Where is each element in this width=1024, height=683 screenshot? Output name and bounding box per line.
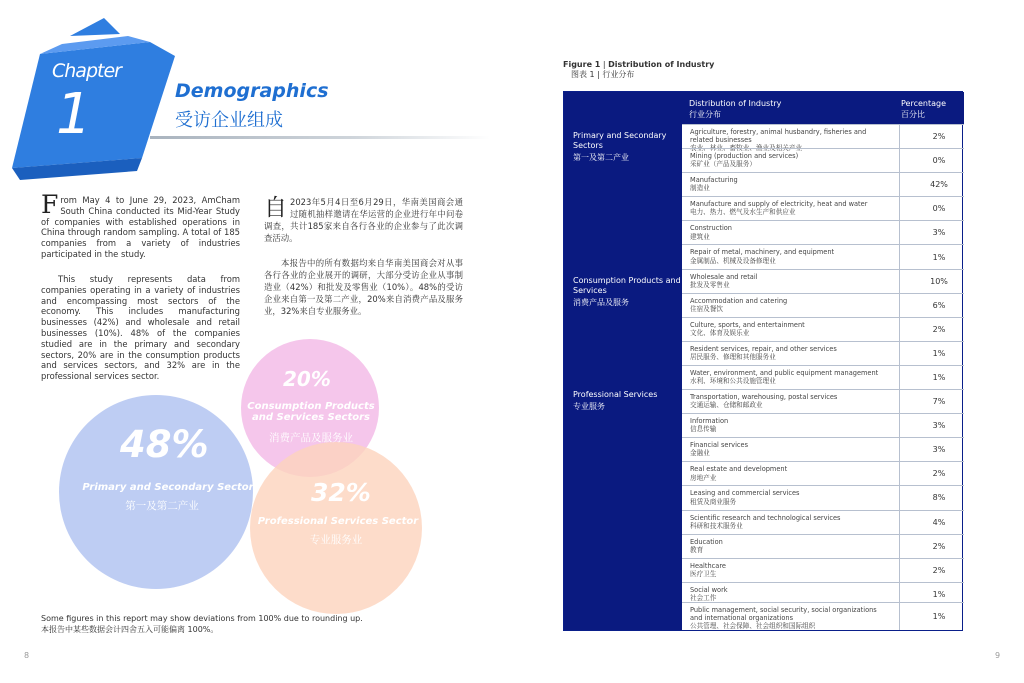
- intro-paragraph-cn-1: [264, 196, 463, 244]
- row-industry-label: [690, 514, 880, 530]
- figure-label: Figure 1: [563, 60, 601, 69]
- row-industry-en: Real estate and development: [690, 465, 788, 474]
- row-industry-label: [690, 369, 880, 385]
- row-percentage: 3%: [932, 445, 946, 455]
- table-row: [682, 510, 964, 534]
- page-number-left: 8: [24, 651, 30, 660]
- row-industry-cn: 水利、环境和公共设施管理业: [690, 377, 776, 386]
- row-industry-cn: 交通运输、仓储和邮政业: [690, 401, 763, 410]
- row-industry-cn: 租赁及商业服务: [690, 497, 737, 506]
- row-percentage: 2%: [932, 324, 946, 334]
- row-industry-en: Resident services, repair, and other services: [690, 344, 837, 353]
- row-industry-label: [690, 200, 880, 216]
- row-percentage: 42%: [930, 180, 948, 190]
- row-industry-label: [690, 321, 880, 337]
- row-percentage: 0%: [932, 156, 946, 166]
- table-row: [682, 413, 964, 437]
- row-industry-en: Education: [690, 537, 723, 546]
- intro-text-en-1: rom May 4 to June 29, 2023, AmCham South China conducted its Mid-Year Study of companies with established operations in China through random sampling. A total of 185 companies from a variety of industries participated in the study.: [41, 195, 240, 259]
- row-industry-en: Financial services: [690, 441, 749, 450]
- row-percentage: 0%: [932, 204, 946, 214]
- row-industry-label: [690, 176, 880, 192]
- table-row: [682, 124, 964, 153]
- venn-label-primary-cn: 第一及第二产业: [125, 500, 199, 512]
- page-number-right: 9: [995, 651, 1001, 660]
- row-industry-cn: 科研和技术服务业: [690, 521, 743, 530]
- table-row: [682, 269, 964, 293]
- sector-label-primary: [573, 131, 678, 163]
- row-percentage: 1%: [932, 611, 946, 621]
- row-industry-cn: 金属制品、机械及设备修理业: [690, 256, 776, 265]
- industry-distribution-table: [563, 91, 963, 631]
- section-title: Demographics: [175, 80, 329, 102]
- row-percentage: 6%: [932, 300, 946, 310]
- sector-label-professional: [573, 390, 681, 412]
- sector-label-consumption: [573, 276, 681, 308]
- table-row: [682, 558, 964, 582]
- sector-label-professional-cn: 专业服务: [573, 402, 605, 411]
- table-row: [682, 437, 964, 461]
- row-percentage: 4%: [932, 517, 946, 527]
- chapter-badge: [0, 0, 190, 190]
- chapter-number: 1: [56, 82, 89, 147]
- row-industry-en: Leasing and commercial services: [690, 489, 800, 498]
- row-industry-en: Construction: [690, 224, 732, 233]
- header-distribution: [689, 98, 781, 120]
- row-percentage: 2%: [932, 541, 946, 551]
- row-industry-cn: 金融业: [690, 449, 710, 458]
- row-percentage: 2%: [932, 469, 946, 479]
- row-industry-cn: 医疗卫生: [690, 569, 717, 578]
- table-row: [682, 317, 964, 341]
- table-row: [682, 148, 964, 172]
- sector-label-primary-en: Primary and Secondary Sectors: [573, 131, 667, 150]
- sector-label-consumption-cn: 消费产品及服务: [573, 298, 629, 307]
- table-row: [682, 461, 964, 485]
- venn-pct-primary: 48%: [120, 423, 209, 466]
- row-industry-label: [690, 465, 880, 481]
- sector-venn-diagram: [0, 330, 500, 620]
- row-industry-cn: 教育: [690, 545, 704, 554]
- sector-label-primary-cn: 第一及第二产业: [573, 153, 629, 162]
- venn-label-professional-cn: 专业服务业: [309, 534, 363, 546]
- row-industry-cn: 建筑业: [690, 232, 710, 241]
- row-industry-cn: 社会工作: [690, 594, 717, 602]
- table-row: [682, 293, 964, 317]
- row-industry-cn: 信息传输: [690, 425, 717, 434]
- figure-caption: Figure 1 | Distribution of Industry 图表 1 | 行业分布: [563, 60, 715, 79]
- row-percentage: 2%: [932, 565, 946, 575]
- row-industry-en: Information: [690, 417, 729, 426]
- table-row: [682, 365, 964, 389]
- venn-pct-consumption: 20%: [283, 367, 331, 391]
- row-percentage: 8%: [932, 493, 946, 503]
- row-industry-en: Healthcare: [690, 561, 726, 570]
- row-industry-label: [690, 586, 880, 602]
- header-distribution-cn: 行业分布: [689, 110, 721, 119]
- row-percentage: 1%: [932, 589, 946, 599]
- row-industry-label: [690, 273, 880, 289]
- row-industry-en: Water, environment, and public equipment management: [690, 368, 879, 377]
- sector-label-professional-en: Professional Services: [573, 390, 658, 399]
- row-industry-label: [690, 489, 880, 505]
- row-industry-en: Social work: [690, 585, 728, 594]
- row-industry-cn: 文化、体育及娱乐业: [690, 328, 750, 337]
- row-industry-label: [690, 297, 880, 313]
- row-percentage: 2%: [932, 132, 946, 142]
- row-industry-label: [690, 224, 880, 240]
- row-industry-en: Manufacture and supply of electricity, heat and water: [690, 200, 868, 209]
- table-row: [682, 196, 964, 220]
- row-industry-cn: 批发及零售业: [690, 280, 730, 289]
- figure-label-cn: 图表 1: [571, 70, 595, 79]
- row-industry-en: Manufacturing: [690, 176, 738, 185]
- table-row: [682, 389, 964, 413]
- venn-label-consumption-cn: 消费产品及服务业: [269, 432, 353, 444]
- table-row: [682, 220, 964, 244]
- row-industry-label: [690, 441, 880, 457]
- sector-label-consumption-en: Consumption Products and Services: [573, 276, 681, 295]
- footnote-cn: 本报告中某些数据会计四舍五入可能偏离 100%。: [41, 624, 219, 634]
- row-percentage: 1%: [932, 252, 946, 262]
- table-row: [682, 485, 964, 509]
- venn-pct-professional: 32%: [311, 478, 371, 507]
- row-industry-cn: 电力、热力、燃气及水生产和供应业: [690, 208, 796, 217]
- section-title-cn: 受访企业组成: [175, 110, 283, 131]
- table-row: [682, 172, 964, 196]
- intro-paragraph-en-2: This study represents data from companies operating in a variety of industries and encompassing most sectors of the economy. This includes manufacturing businesses (42%) and wholesale and retail businesses (10%). 48% of the companies studied are in the primary and secondary sectors, 20% are in the consumption products and services sectors, and 32% are in the professional services sector.: [41, 274, 240, 382]
- row-industry-en: Scientific research and technological services: [690, 513, 841, 522]
- intro-paragraph-en-1: [41, 190, 240, 260]
- row-percentage: 1%: [932, 348, 946, 358]
- figure-title-cn: 行业分布: [602, 70, 635, 79]
- title-divider: [150, 136, 490, 139]
- venn-circle-professional: [250, 442, 422, 614]
- row-industry-en: Accommodation and catering: [690, 296, 788, 305]
- row-industry-cn: 采矿业（产品及服务）: [690, 160, 756, 169]
- row-industry-cn: 制造业: [690, 184, 710, 193]
- footnote-en: Some figures in this report may show deviations from 100% due to rounding up.: [41, 614, 363, 623]
- venn-label-consumption-en: Consumption Products and Services Sectors: [247, 401, 375, 423]
- header-percentage: [901, 98, 946, 120]
- row-industry-en: Wholesale and retail: [690, 272, 758, 281]
- row-industry-en: Mining (production and services): [690, 152, 799, 161]
- row-industry-label: [690, 345, 880, 361]
- header-distribution-en: Distribution of Industry: [689, 99, 782, 108]
- row-industry-label: [690, 152, 880, 168]
- footnote: [41, 614, 363, 635]
- dropcap-en: F: [41, 190, 59, 219]
- venn-label-primary-en: Primary and Secondary Sector: [82, 482, 254, 493]
- header-percentage-cn: 百分比: [901, 110, 925, 119]
- header-percentage-en: Percentage: [901, 99, 947, 108]
- row-percentage: 10%: [930, 276, 948, 286]
- intro-paragraph-cn-2: 本报告中的所有数据均来自华南美国商会对从事各行各业的企业展开的调研，大部分受访企业从事制造业（42%）和批发及零售业（10%）。48%的受访企业来自第一及第二产业，20%来自消费产品及服务业，32%来自专业服务业。: [264, 258, 463, 316]
- table-row: [682, 602, 964, 630]
- row-industry-label: [690, 248, 880, 264]
- row-industry-en: Agriculture, forestry, animal husbandry, fisheries and related businesses: [690, 128, 867, 145]
- row-industry-label: [690, 606, 880, 631]
- row-industry-en: Public management, social security, social organizations and international organizations: [690, 605, 877, 623]
- dropcap-cn: 自: [264, 195, 287, 221]
- row-industry-en: Culture, sports, and entertainment: [690, 320, 805, 329]
- sector-column: [564, 92, 682, 630]
- figure-title: Distribution of Industry: [608, 60, 715, 69]
- row-industry-en: Transportation, warehousing, postal services: [690, 393, 838, 402]
- table-row: [682, 341, 964, 365]
- row-percentage: 3%: [932, 421, 946, 431]
- row-percentage: 1%: [932, 372, 946, 382]
- row-industry-label: [690, 417, 880, 433]
- row-industry-cn: 住宿及餐饮: [690, 304, 723, 313]
- row-industry-label: [690, 393, 880, 409]
- venn-label-professional-en: Professional Services Sector: [257, 516, 419, 527]
- row-industry-label: [690, 538, 880, 554]
- row-industry-cn: 公共管理、社会保障、社会组织和国际组织: [690, 622, 816, 631]
- intro-text-cn-1: 2023年5月4日至6月29日，华南美国商会通过随机抽样邀请在华运营的企业进行年中问卷调查，共计185家来自各行各业的企业参与了此次调查活动。: [264, 197, 463, 243]
- table-row: [682, 244, 964, 268]
- chapter-word: Chapter: [52, 60, 121, 82]
- table-row: [682, 534, 964, 558]
- row-industry-label: [690, 562, 880, 578]
- row-percentage: 7%: [932, 397, 946, 407]
- row-percentage: 3%: [932, 228, 946, 238]
- row-industry-cn: 居民服务、修理和其他服务业: [690, 353, 776, 362]
- row-industry-cn: 农业、林业、畜牧业、渔业及相关产业: [690, 144, 803, 153]
- row-industry-cn: 房地产业: [690, 473, 717, 482]
- row-industry-en: Repair of metal, machinery, and equipment: [690, 248, 835, 257]
